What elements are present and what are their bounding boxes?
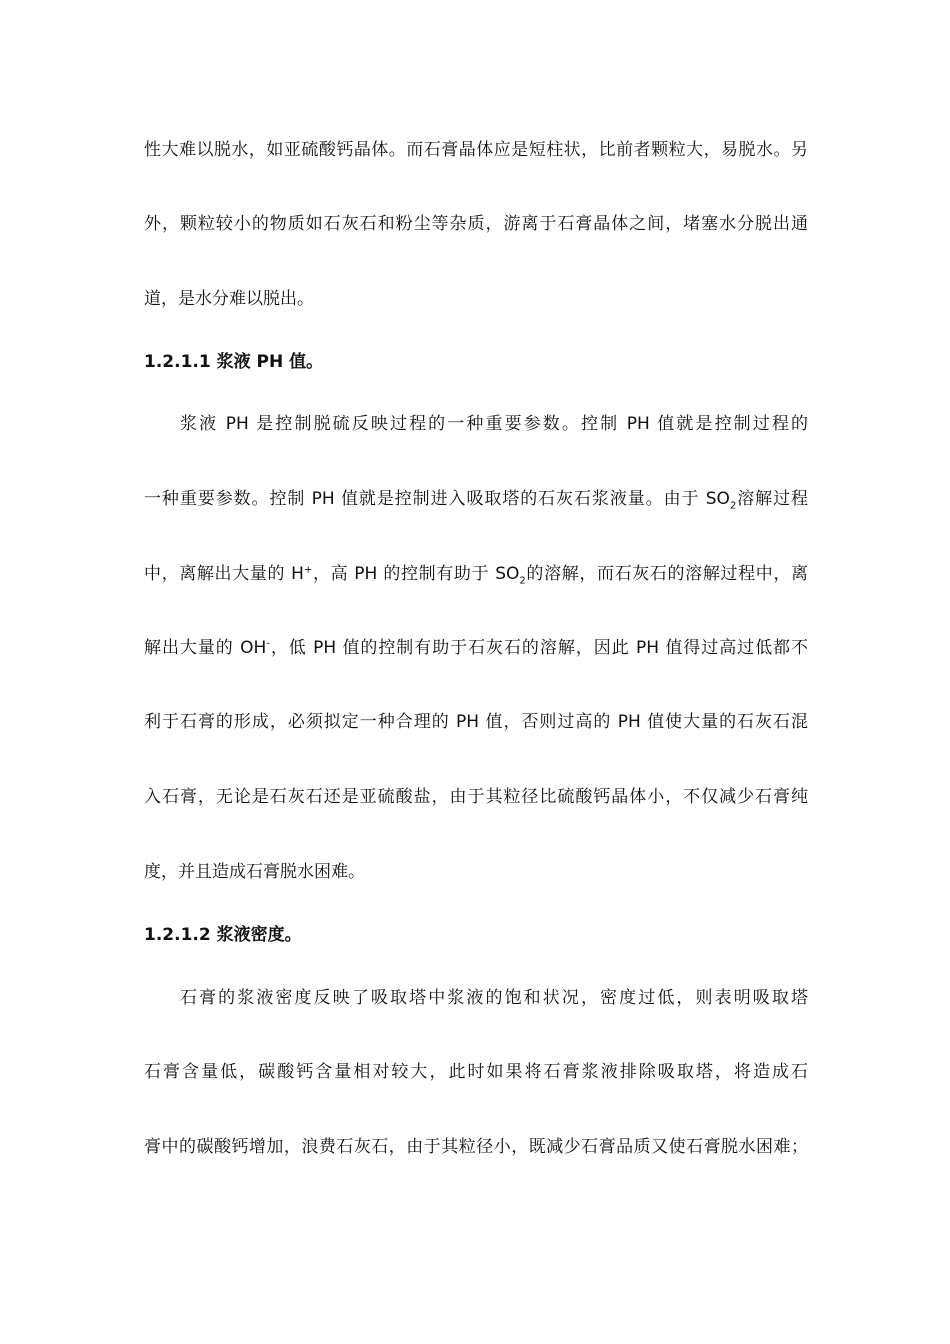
superscript: - — [266, 638, 270, 650]
section-heading-density: 1.2.1.2 浆液密度。 — [144, 925, 302, 945]
paragraph-line: 性大难以脱水，如亚硫酸钙晶体。而石膏晶体应是短柱状，比前者颗粒大，易脱水。另 — [144, 140, 808, 160]
subscript: 2 — [519, 575, 526, 587]
paragraph-line: 利于石膏的形成，必须拟定一种合理的 PH 值，否则过高的 PH 值使大量的石灰石混 — [144, 712, 808, 732]
superscript: + — [303, 564, 313, 576]
subscript: 2 — [729, 500, 737, 512]
paragraph-line: 度，并且造成石膏脱水困难。 — [144, 862, 365, 882]
text-run: 解出大量的 OH — [144, 638, 267, 658]
section-heading-ph: 1.2.1.1 浆液 PH 值。 — [144, 352, 324, 372]
paragraph-line: 浆液 PH 是控制脱硫反映过程的一种重要参数。控制 PH 值就是控制过程的 — [180, 414, 808, 434]
paragraph-line — [144, 636, 808, 660]
paragraph-line: 道，是水分难以脱出。 — [144, 289, 314, 309]
paragraph-line — [144, 562, 808, 586]
text-run: 的溶解，而石灰石的溶解过程中，离 — [525, 564, 809, 584]
paragraph-line: 膏中的碳酸钙增加，浪费石灰石，由于其粒径小，既减少石膏品质又使石膏脱水困难； — [144, 1137, 808, 1157]
text-run: 溶解过程 — [736, 489, 809, 509]
text-run: 中，离解出大量的 H — [144, 564, 304, 584]
paragraph-line — [144, 487, 808, 511]
paragraph-line: 入石膏，无论是石灰石还是亚硫酸盐，由于其粒径比硫酸钙晶体小，不仅减少石膏纯 — [144, 787, 808, 807]
paragraph-line: 石膏的浆液密度反映了吸取塔中浆液的饱和状况，密度过低，则表明吸取塔 — [180, 988, 808, 1008]
text-run: ，低 PH 值的控制有助于石灰石的溶解，因此 PH 值得过高过低都不 — [269, 638, 808, 658]
text-run: 一种重要参数。控制 PH 值就是控制进入吸取塔的石灰石浆液量。由于 SO — [144, 489, 730, 509]
paragraph-line: 外，颗粒较小的物质如石灰石和粉尘等杂质，游离于石膏晶体之间，堵塞水分脱出通 — [144, 214, 808, 234]
paragraph-line: 石膏含量低，碳酸钙含量相对较大，此时如果将石膏浆液排除吸取塔，将造成石 — [144, 1062, 808, 1082]
text-run: ，高 PH 的控制有助于 SO — [312, 564, 520, 584]
